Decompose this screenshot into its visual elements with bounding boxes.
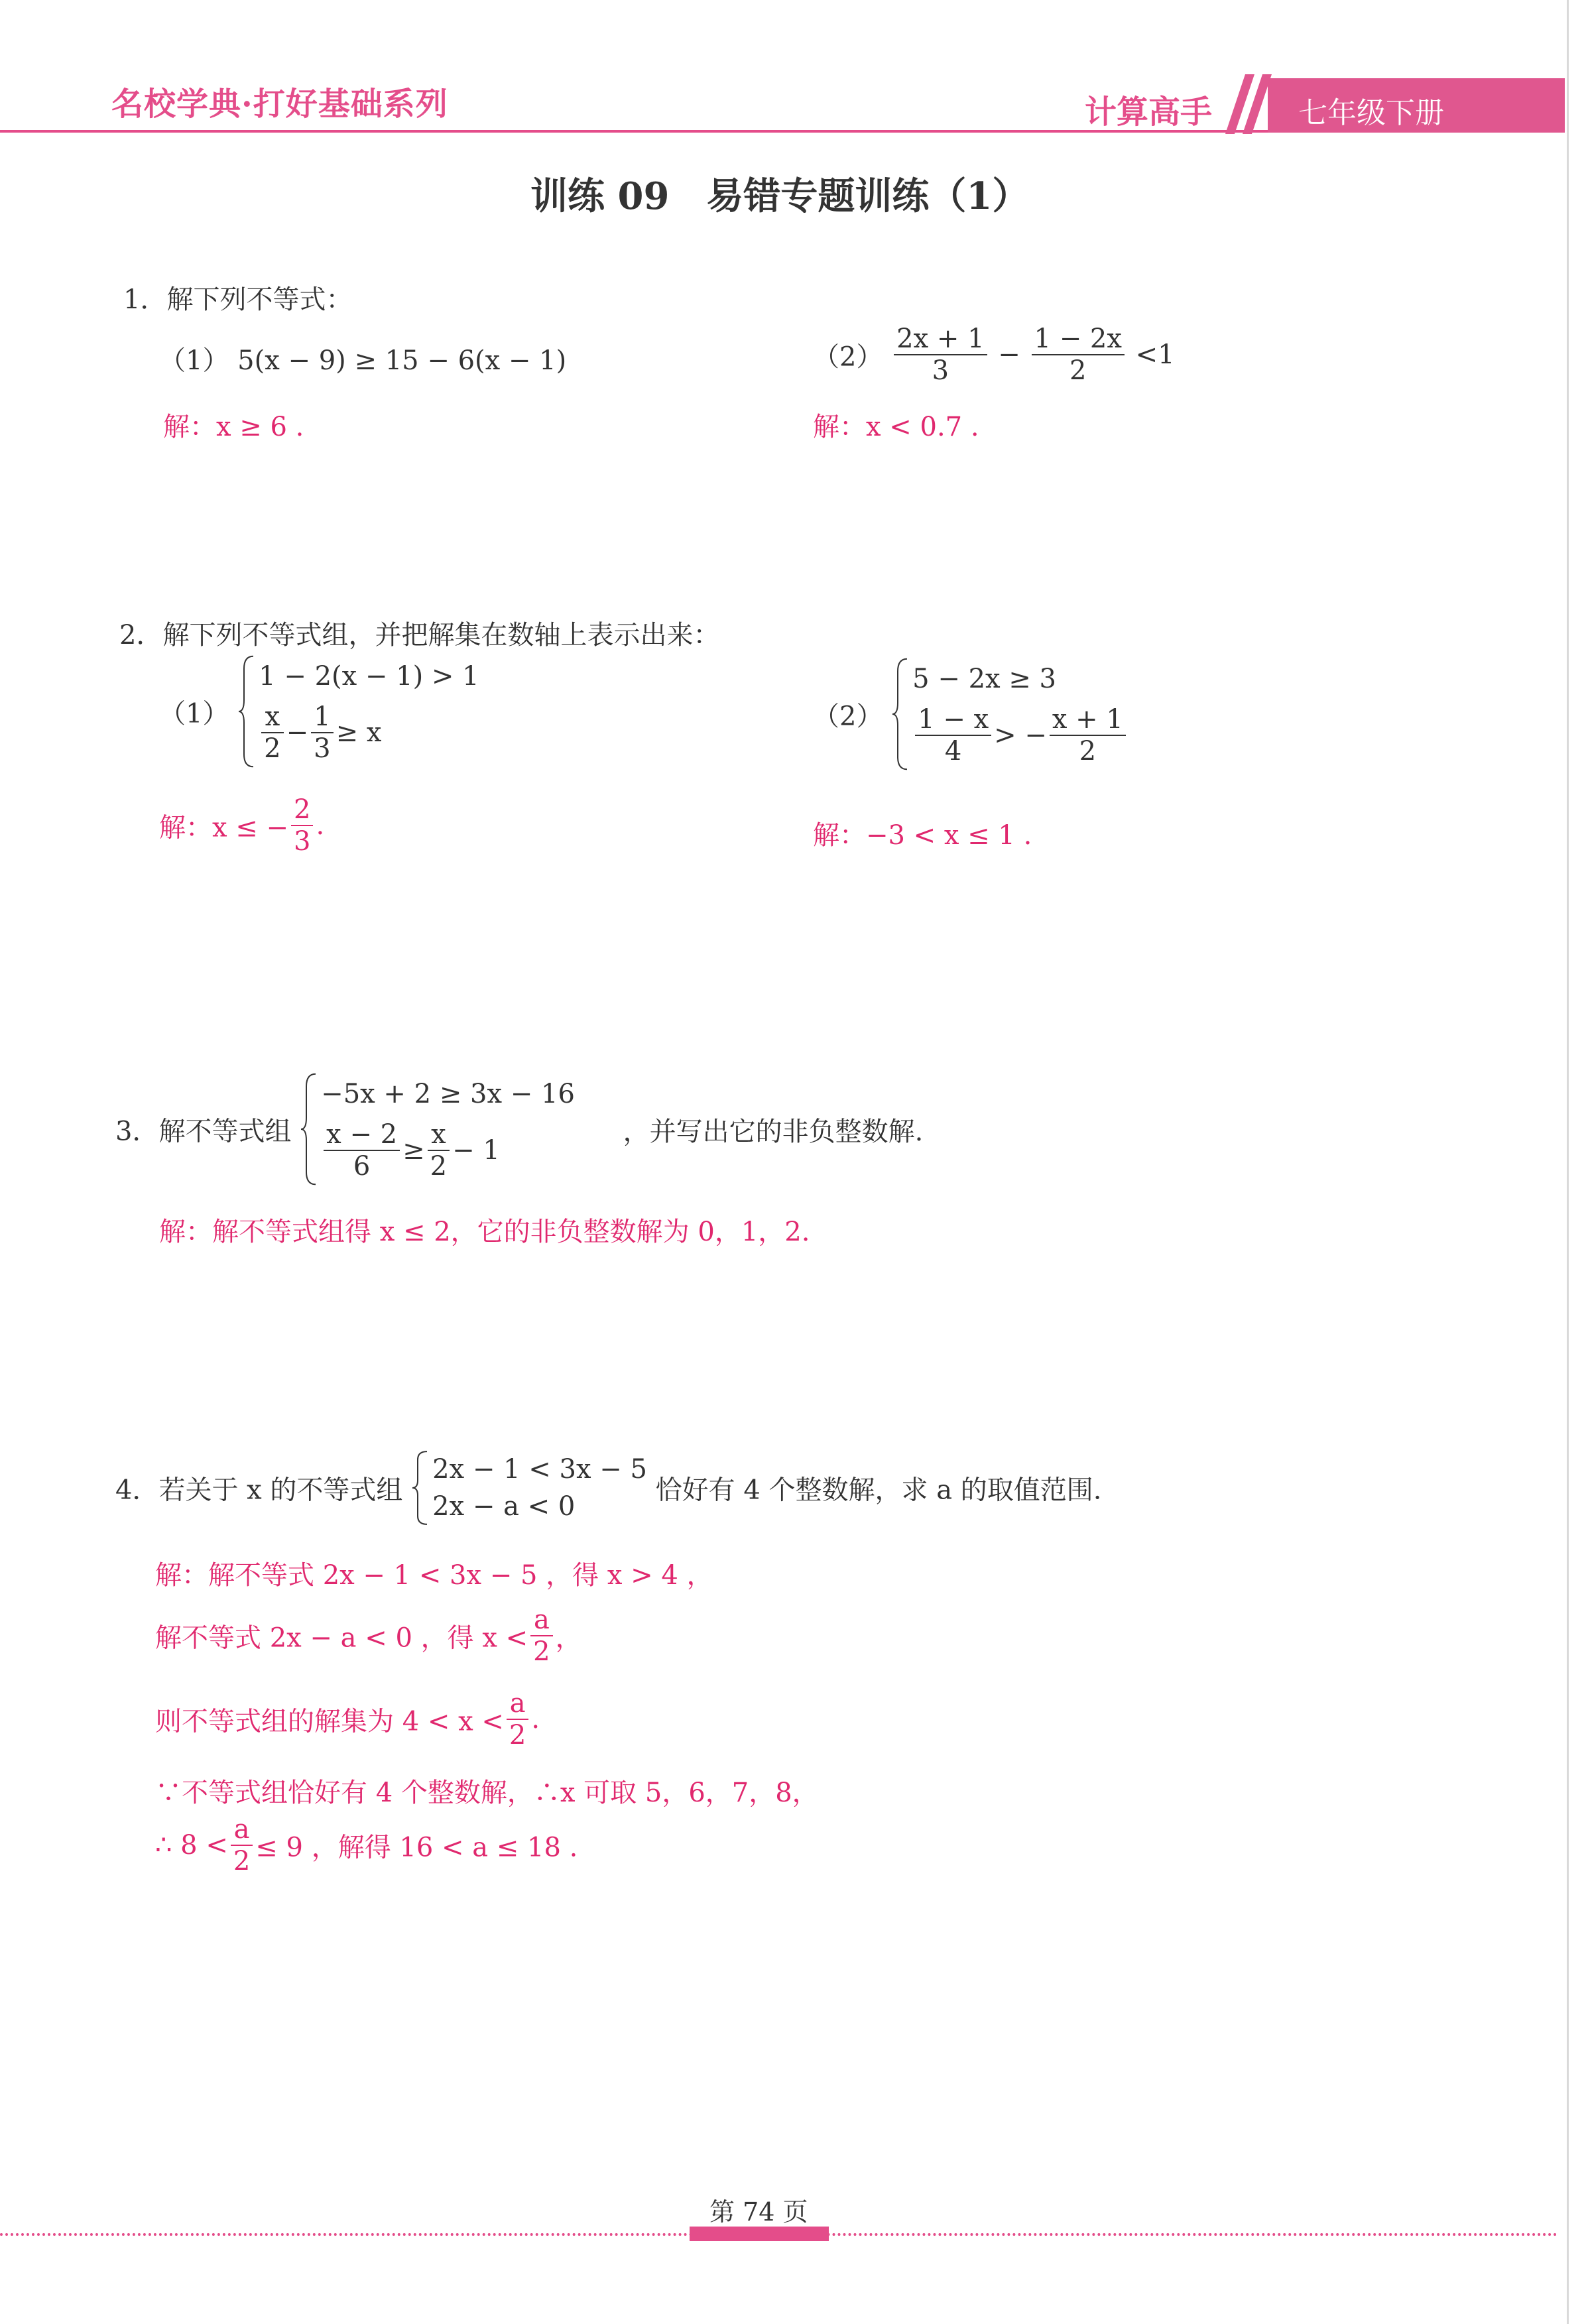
page-edge <box>1567 0 1569 2324</box>
q4-stem-a: 4．若关于 x 的不等式组 <box>115 1475 403 1506</box>
q2-stem: 2．解下列不等式组，并把解集在数轴上表示出来： <box>119 620 720 650</box>
frac-denominator: 4 <box>944 736 962 766</box>
page-number: 第 74 页 <box>709 2197 808 2227</box>
system-row-2 <box>912 700 1128 770</box>
frac-numerator: a <box>530 1605 552 1636</box>
q3-stem: 3．解不等式组 <box>115 1116 292 1147</box>
frac-numerator: 2x + 1 <box>894 324 987 355</box>
q1-part1-label: （1） <box>159 345 229 376</box>
frac-denominator: 2 <box>1079 736 1097 766</box>
q4-line2 <box>155 1605 582 1667</box>
system-row-2: 2x − a < 0 <box>432 1491 576 1522</box>
left-brace-icon <box>411 1451 428 1525</box>
frac-denominator: 2 <box>509 1720 526 1750</box>
q4-line4: ∵不等式组恰好有 4 个整数解，∴x 可取 5，6，7，8， <box>155 1778 819 1808</box>
minus-sign: − <box>286 717 309 748</box>
left-brace-icon <box>300 1073 317 1186</box>
system-row-2 <box>259 698 479 768</box>
q4-line5 <box>155 1814 578 1876</box>
answer-suffix: . <box>316 810 325 841</box>
q4-line1: 解：解不等式 2x − 1 < 3x − 5 ，得 x > 4 ， <box>155 1560 713 1591</box>
q1-part1 <box>159 339 566 377</box>
q2-part1 <box>159 655 479 768</box>
q1-part2-frac2 <box>1032 324 1125 386</box>
grade-label: 七年级下册 <box>1298 96 1444 130</box>
line-prefix: 解不等式 2x − a < 0 ，得 x < <box>155 1622 528 1654</box>
frac-denominator: 2 <box>1069 355 1087 386</box>
q2-answer2: 解：−3 < x ≤ 1 . <box>813 820 1032 851</box>
frac-numerator: x <box>261 702 283 733</box>
system-row-1: 1 − 2(x − 1) > 1 <box>259 661 479 692</box>
frac-numerator: 1 <box>311 702 333 733</box>
frac-denominator: 3 <box>294 826 311 857</box>
q2-answer1 <box>159 794 324 857</box>
frac-denominator: 2 <box>533 1636 550 1667</box>
q1-answer1: 解：x ≥ 6 . <box>163 412 304 442</box>
q3-answer: 解：解不等式组得 x ≤ 2，它的非负整数解为 0，1，2. <box>159 1217 810 1247</box>
q4-question <box>115 1451 1102 1525</box>
section-label: 计算高手 <box>1085 93 1213 131</box>
q4-stem-b: 恰好有 4 个整数解，求 a 的取值范围. <box>655 1475 1102 1506</box>
frac-denominator: 2 <box>264 733 281 764</box>
q1-answer2: 解：x < 0.7 . <box>813 412 979 442</box>
line-suffix: ， <box>555 1622 582 1654</box>
relation: ≥ <box>402 1135 425 1166</box>
q1-part2-frac1 <box>894 324 987 386</box>
frac-numerator: x − 2 <box>324 1119 400 1151</box>
system-row-1: 5 − 2x ≥ 3 <box>912 664 1056 694</box>
frac-denominator: 3 <box>314 733 331 764</box>
line-prefix: 则不等式组的解集为 4 < x < <box>155 1706 504 1737</box>
q4-line3 <box>155 1688 540 1750</box>
frac-numerator: a <box>507 1688 528 1720</box>
q2-part2 <box>813 658 1128 770</box>
frac-numerator: x + 1 <box>1050 704 1126 736</box>
q2-part1-label: （1） <box>159 698 229 729</box>
q2-part2-system <box>891 658 1128 770</box>
frac-numerator: x <box>428 1119 450 1151</box>
footer-bar <box>690 2227 829 2241</box>
q2-part1-system <box>237 655 479 768</box>
frac-numerator: 1 − 2x <box>1032 324 1125 355</box>
q1-part1-expr: 5(x − 9) ≥ 15 − 6(x − 1) <box>237 345 567 376</box>
page-title: 训练 09 易错专题训练（1） <box>530 174 1030 218</box>
series-title: 名校学典·打好基础系列 <box>111 86 448 123</box>
answer-prefix: 解：x ≤ − <box>159 812 289 843</box>
minus-one: − 1 <box>452 1135 500 1166</box>
slash-decoration-icon <box>1225 74 1278 134</box>
frac-numerator: 1 − x <box>915 704 991 736</box>
minus-sign: − <box>998 339 1020 370</box>
relation: ≥ x <box>336 717 382 748</box>
line-suffix: . <box>531 1704 540 1735</box>
relation: <1 <box>1135 339 1175 370</box>
system-row-1: 2x − 1 < 3x − 5 <box>432 1454 647 1485</box>
relation: > − <box>994 720 1047 751</box>
system-row-1: −5x + 2 ≥ 3x − 16 <box>321 1079 575 1109</box>
line-prefix: ∴ 8 < <box>155 1830 228 1861</box>
left-brace-icon <box>891 658 908 770</box>
q3-stem-tail: ，并写出它的非负整数解. <box>623 1116 924 1147</box>
q1-stem: 1．解下列不等式： <box>123 284 353 315</box>
frac-denominator: 2 <box>430 1151 448 1182</box>
q4-system <box>411 1451 647 1525</box>
system-row-2 <box>321 1115 575 1186</box>
q1-part2 <box>813 324 1175 386</box>
frac-denominator: 6 <box>353 1151 371 1182</box>
frac-numerator: 2 <box>291 794 313 826</box>
q3-system <box>300 1073 575 1186</box>
line-suffix: ≤ 9 ，解得 16 < a ≤ 18 . <box>255 1832 578 1863</box>
q1-part2-label: （2） <box>813 341 883 373</box>
frac-numerator: a <box>231 1814 253 1846</box>
frac-denominator: 3 <box>932 355 949 386</box>
q3-question <box>115 1073 923 1186</box>
q2-part2-label: （2） <box>813 701 883 732</box>
left-brace-icon <box>237 655 255 768</box>
frac-denominator: 2 <box>233 1846 251 1876</box>
